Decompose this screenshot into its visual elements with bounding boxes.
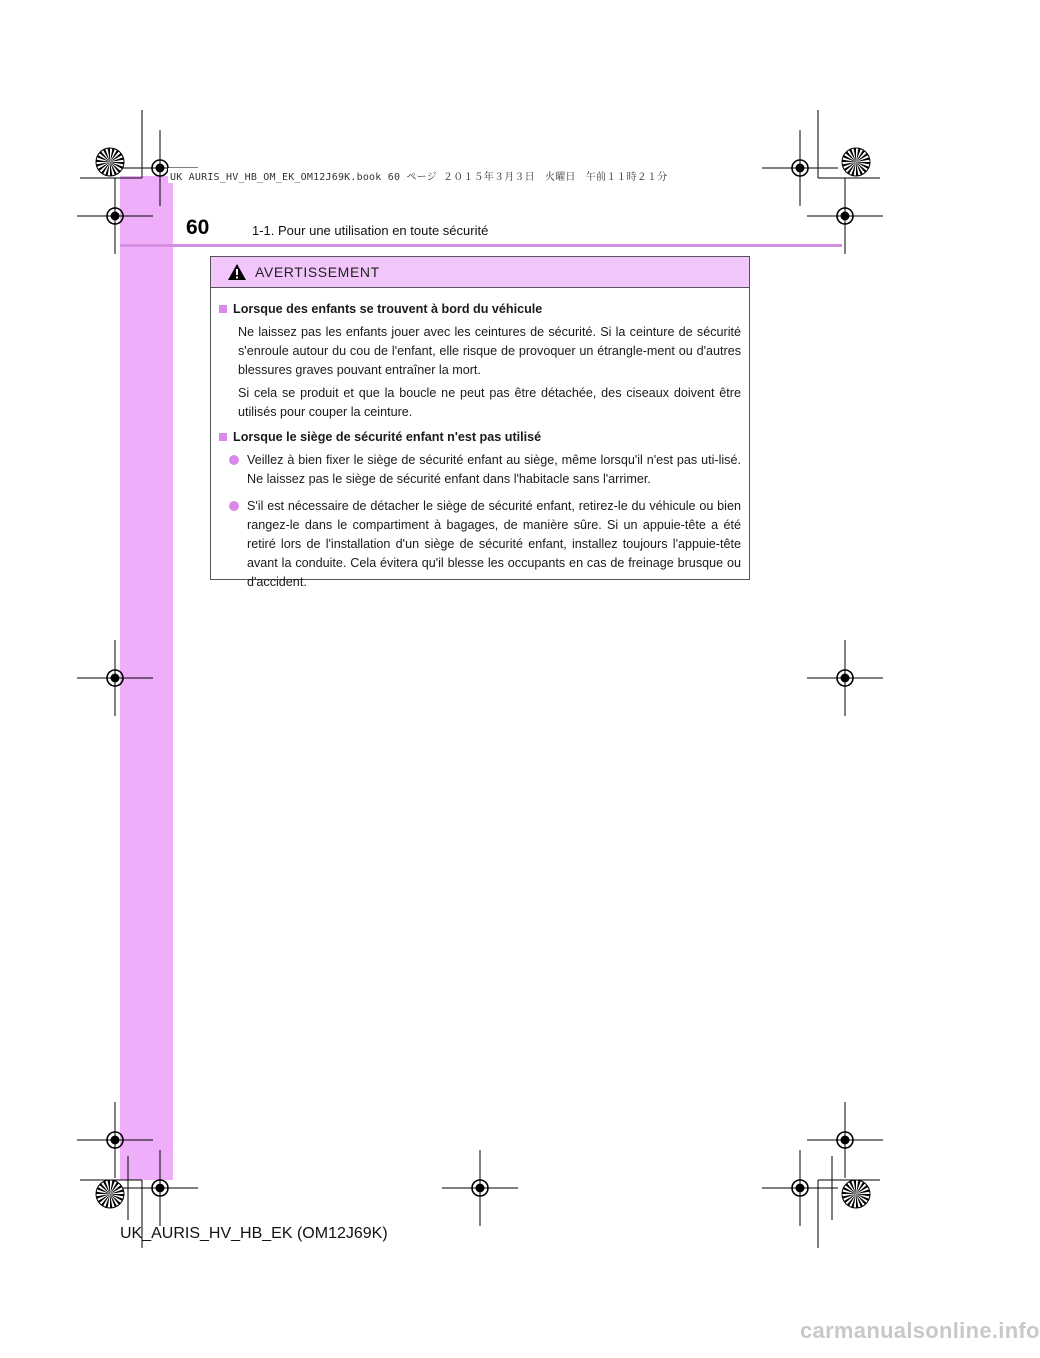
header-rule — [120, 244, 842, 247]
paragraph: Si cela se produit et que la boucle ne peut pas être détachée, des ciseaux doivent être utilisés pour couper la ceinture. — [238, 386, 741, 419]
paragraph: Ne laissez pas les enfants jouer avec les ceintures de sécurité. Si la ceinture de sécurité s'enroule autour du cou de l'enfant, elle risque de provoquer un étrangle-ment ou d'autres blessures graves pouvant entraîner la mort. — [238, 325, 741, 377]
square-bullet-icon — [219, 433, 227, 441]
crosshair-mark — [807, 640, 883, 716]
warning-triangle-icon — [227, 263, 247, 281]
crosshair-mark — [807, 1102, 883, 1178]
crosshair-mark — [762, 130, 838, 206]
page-number: 60 — [186, 216, 210, 239]
warning-header — [211, 257, 749, 288]
warning-title: AVERTISSEMENT — [255, 264, 380, 280]
starburst-mark — [96, 148, 124, 176]
crosshair-mark — [762, 1150, 838, 1226]
starburst-mark — [96, 1180, 124, 1208]
crosshair-mark — [807, 178, 883, 254]
section-heading-children-aboard: Lorsque des enfants se trouvent à bord du véhicule — [219, 300, 741, 319]
section-heading-seat-not-used: Lorsque le siège de sécurité enfant n'est pas utilisé — [219, 428, 741, 447]
warning-body — [211, 288, 749, 592]
circle-bullet-icon — [229, 501, 239, 511]
side-color-band — [120, 176, 173, 1180]
crosshair-mark — [442, 1150, 518, 1226]
warning-box — [210, 256, 750, 589]
footer-model-code: UK_AURIS_HV_HB_EK (OM12J69K) — [120, 1225, 388, 1242]
file-stamp: UK AURIS_HV_HB_OM_EK_OM12J69K.book 60 ページ ２０１５年３月３日 火曜日 午前１１時２１分 — [168, 168, 669, 183]
list-item: S'il est nécessaire de détacher le siège de sécurité enfant, retirez-le du véhicule ou bien rangez-le dans le compartiment à bagages, de manière sûre. Si un appuie-tête a été retiré lors de l'installation d'un siège de sécurité enfant, installez toujours l'appuie-tête avant la conduite. Cela évitera qu'il blesse les occupants en cas de freinage brusque ou d'accident. — [229, 497, 741, 592]
starburst-mark — [842, 1180, 870, 1208]
watermark: carmanualsonline.info — [800, 1318, 1040, 1343]
square-bullet-icon — [219, 305, 227, 313]
section-title: 1-1. Pour une utilisation en toute sécurité — [252, 223, 489, 238]
list-item: Veillez à bien fixer le siège de sécurité enfant au siège, même lorsqu'il n'est pas uti-lisé. Ne laissez pas le siège de sécurité enfant dans l'habitacle sans l'arrimer. — [229, 451, 741, 489]
starburst-mark — [842, 148, 870, 176]
circle-bullet-icon — [229, 455, 239, 465]
